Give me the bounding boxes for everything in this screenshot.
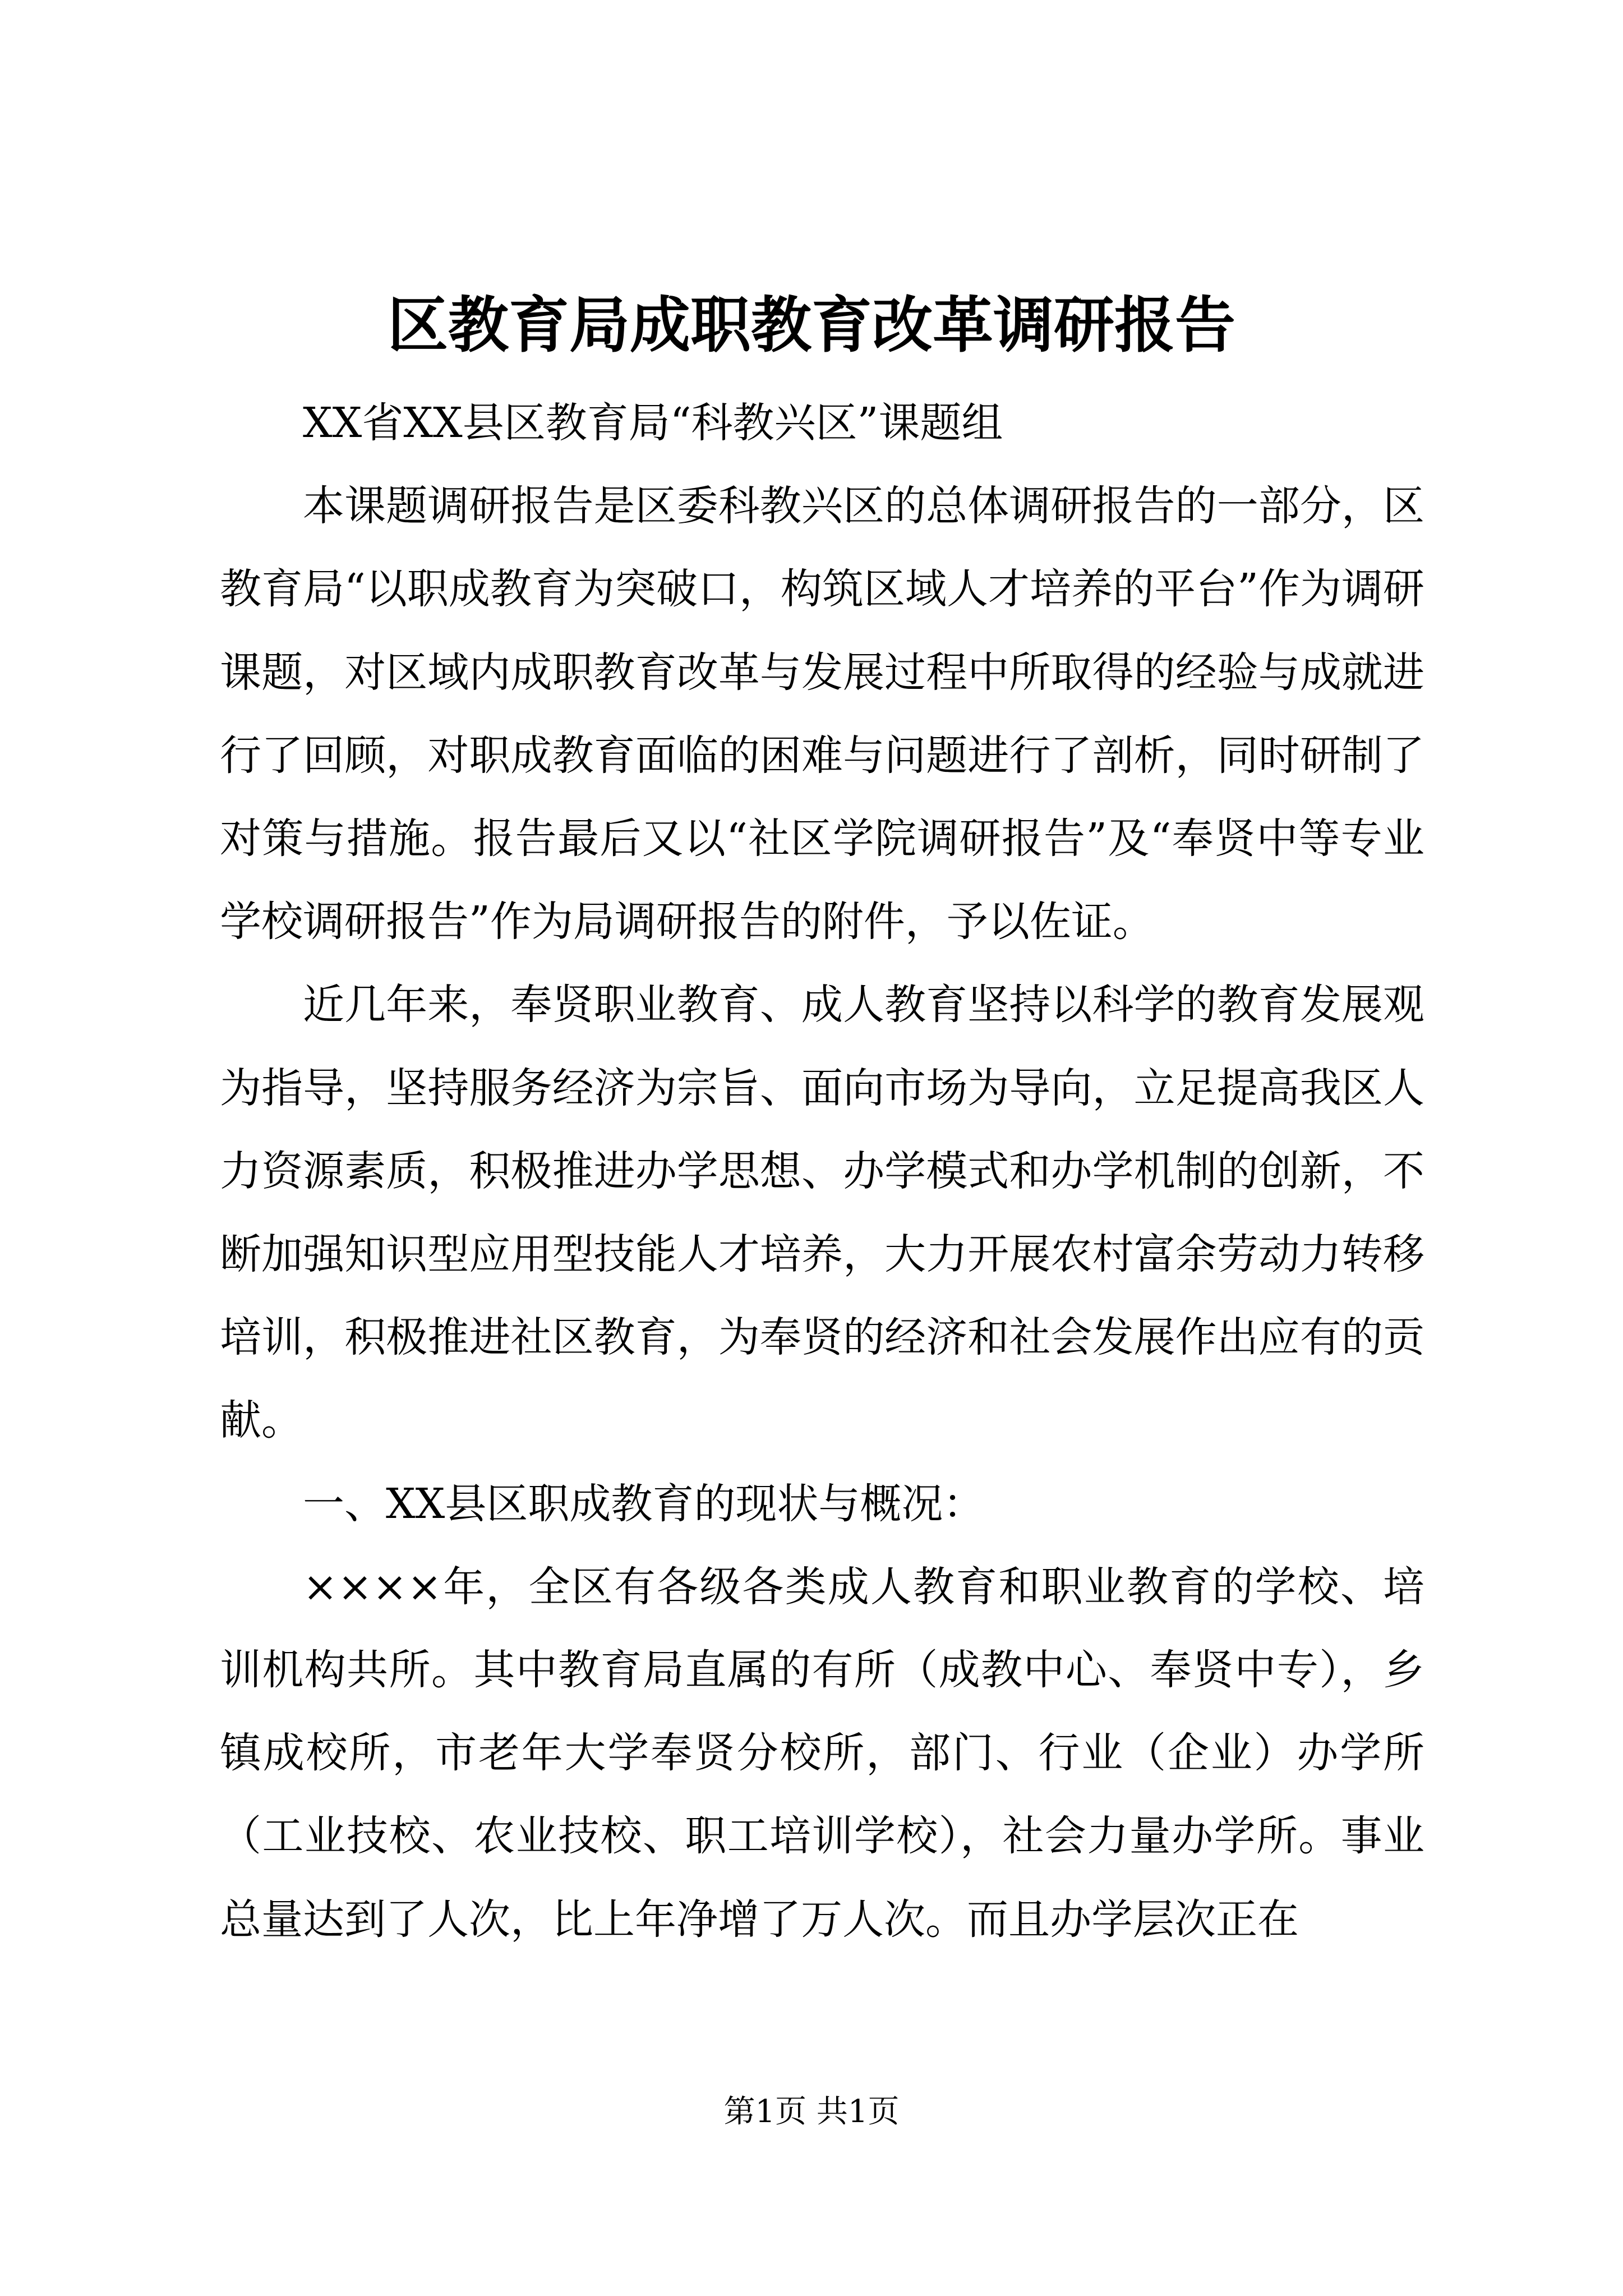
document-body <box>220 381 1424 1961</box>
page-footer: 第1页 共1页 <box>723 2093 900 2130</box>
byline: XX省XX县区教育局“科教兴区”课题组 <box>303 399 1003 447</box>
paragraph-intro: 本课题调研报告是区委科教兴区的总体调研报告的一部分，区教育局“以职成教育为突破口，构筑区域人才培养的平台”作为调研课题，对区域内成职教育改革与发展过程中所取得的经验与成就进行了回顾，对职成教育面临的困难与问题进行了剖析，同时研制了对策与措施。报告最后又以“社区学院调研报告”及“奉贤中等专业学校调研报告”作为局调研报告的附件，予以佐证。 <box>220 482 1424 946</box>
paragraph-status: ××××年，全区有各级各类成人教育和职业教育的学校、培训机构共所。其中教育局直属的有所（成教中心、奉贤中专），乡镇成校所，市老年大学奉贤分校所，部门、行业（企业）办学所（工业技校、农业技校、职工培训学校），社会力量办学所。事业总量达到了人次，比上年净增了万人次。而且办学层次正在 <box>220 1562 1424 1944</box>
section-heading: 一、XX县区职成教育的现状与概况： <box>303 1479 985 1528</box>
paragraph-overview: 近几年来，奉贤职业教育、成人教育坚持以科学的教育发展观为指导，坚持服务经济为宗旨、面向市场为导向，立足提高我区人力资源素质，积极推进办学思想、办学模式和办学机制的创新，不断加强知识型应用型技能人才培养，大力开展农村富余劳动力转移培训，积极推进社区教育，为奉贤的经济和社会发展作出应有的贡献。 <box>220 981 1424 1445</box>
document-title: 区教育局成职教育改革调研报告 <box>387 290 1235 361</box>
